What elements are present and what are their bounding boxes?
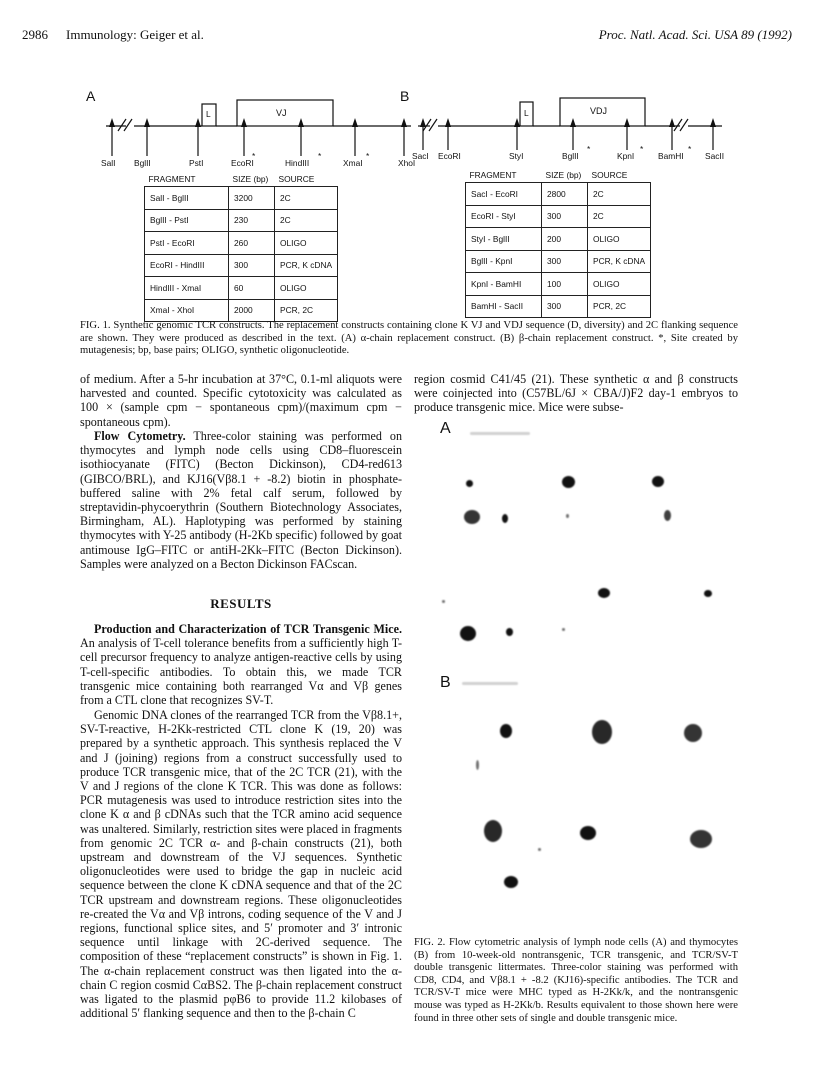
site-label: BglII	[134, 158, 151, 168]
cell: SacI - EcoRI	[466, 183, 542, 206]
mutagenesis-star: *	[366, 151, 370, 161]
cell: XmaI - XhoI	[145, 299, 229, 322]
journal-section: Immunology: Geiger et al.	[66, 27, 204, 42]
cell: 3200	[229, 187, 275, 210]
mutagenesis-star: *	[318, 151, 322, 161]
mutagenesis-star: *	[252, 151, 256, 161]
site-label: XmaI	[343, 158, 363, 168]
site-label: StyI	[509, 151, 524, 161]
cell: KpnI - BamHI	[466, 273, 542, 296]
paragraph	[80, 429, 402, 571]
cell: 300	[229, 254, 275, 277]
cell: 2C	[275, 209, 338, 232]
box-l-label: L	[206, 109, 211, 119]
cell: BamHI - SacII	[466, 295, 542, 318]
cell: 300	[542, 295, 588, 318]
box-vj-label: VJ	[276, 108, 287, 118]
paragraph: region cosmid C41/45 (21). These synthetic α and β constructs were coinjected into (C57BL/6J × CBA/J)F2 day-1 embryos to produce transgenic mice. Mice were subse-	[414, 372, 738, 415]
cell: OLIGO	[275, 277, 338, 300]
box-l-label: L	[524, 108, 529, 118]
mutagenesis-star: *	[640, 144, 644, 154]
panel-b-label: B	[400, 88, 410, 104]
site-label: KpnI	[617, 151, 635, 161]
table-row	[466, 228, 651, 251]
cell: 2C	[588, 205, 651, 228]
cell: 60	[229, 277, 275, 300]
cell: StyI - BglII	[466, 228, 542, 251]
table-row	[466, 273, 651, 296]
mutagenesis-star: *	[688, 144, 692, 154]
cell: BglII - KpnI	[466, 250, 542, 273]
paragraph-text: Three-color staining was performed on thymocytes and lymph node cells using CD8–fluorescein isothiocyanate (FITC) (Becton Dickinson), CD4-red613 (GIBCO/BRL), and KJ16(Vβ8.1 + -8.2) biotin in phosphate-buffered saline with 2% fetal calf serum, followed by streptavidin-phycoerythrin (Southern Biotechnology Associates, Birmingham, AL). Haplotyping was performed by staining thymocytes with Y-25 antibody (H-2Kb specific) followed by goat antimouse IgG–FITC or antiH-2Kk–FITC (Becton Dickinson). Samples were analyzed on a Becton Dickinson FACscan.	[80, 429, 402, 571]
table-row	[466, 205, 651, 228]
cell: PCR, K cDNA	[275, 254, 338, 277]
figure1-caption	[80, 320, 738, 358]
cell: PstI - EcoRI	[145, 232, 229, 255]
fig2-panel-b-label: B	[440, 674, 451, 691]
col-header: FRAGMENT	[466, 170, 542, 183]
paragraph-text: An analysis of T-cell tolerance benefits from a sufficiently high T-cell precursor frequency to analyze antigen-reactive cells by using T-cell-specific antibodies. To obtain this, we made TCR transgenic mice containing both rearranged Vα and Vβ genes from a CTL clone that recognizes SV-T.	[80, 636, 402, 708]
fig2-panel-a-label: A	[440, 420, 451, 437]
cell: 2000	[229, 299, 275, 322]
cell: 2C	[275, 187, 338, 210]
caption-text: Synthetic genomic TCR constructs. The replacement constructs containing clone K VJ and VDJ sequence (D, diversity) and 2C flanking sequence are shown. They were produced as described in the text. (A) α-chain replacement construct. (B) β-chain replacement construct. *, Site created by mutagenesis; bp, base pairs; OLIGO, synthetic oligonucleotide.	[80, 320, 738, 357]
site-label: PstI	[189, 158, 204, 168]
mutagenesis-star: *	[587, 144, 591, 154]
caption-text: Flow cytometric analysis of lymph node cells (A) and thymocytes (B) from 10-week-old nontransgenic, TCR transgenic, and TCR/SV-T double transgenic littermates. Three-color staining was performed with CD8, CD4, and Vβ8.1 + -8.2 (KJ16)-specific antibodies. The TCR and TCR/SV-T mice were MHC typed as H-2Kk/k, and the nontransgenic mouse was typed as H-2Kk/b. Results equivalent to those shown here were found in three other sets of single and double transgenic mice.	[414, 937, 739, 1024]
cell: 2800	[542, 183, 588, 206]
panel-a-label: A	[86, 88, 96, 104]
col-header: SIZE (bp)	[229, 174, 275, 187]
site-label: SacI	[412, 151, 429, 161]
site-label: HindIII	[285, 158, 310, 168]
caption-label: FIG. 2.	[414, 937, 446, 948]
cell: PCR, K cDNA	[588, 250, 651, 273]
site-label: EcoRI	[438, 151, 461, 161]
section-heading: RESULTS	[210, 596, 272, 611]
paragraph	[80, 622, 402, 707]
cell: 2C	[588, 183, 651, 206]
cell: EcoRI - HindIII	[145, 254, 229, 277]
cell: 300	[542, 250, 588, 273]
cell: HindIII - XmaI	[145, 277, 229, 300]
cell: 300	[542, 205, 588, 228]
paragraph: of medium. After a 5-hr incubation at 37°C, 0.1-ml aliquots were harvested and counted. Specific cytotoxicity was calculated as 100 × (sample cpm − spontaneous cpm)/(maximum cpm − spontaneous cpm).	[80, 372, 402, 429]
site-label: SacII	[705, 151, 725, 161]
caption-label: FIG. 1.	[80, 320, 111, 331]
col-header: SIZE (bp)	[542, 170, 588, 183]
col-header: SOURCE	[588, 170, 651, 183]
cell: PCR, 2C	[275, 299, 338, 322]
box-vdj-label: VDJ	[590, 106, 608, 116]
construct-b-diagram	[0, 0, 816, 300]
col-header: SOURCE	[275, 174, 338, 187]
col-header: FRAGMENT	[145, 174, 229, 187]
fragment-table-b	[465, 170, 651, 318]
run-in-heading: Production and Characterization of TCR Transgenic Mice.	[94, 622, 402, 636]
run-in-heading: Flow Cytometry.	[94, 429, 186, 443]
cell: BglII - PstI	[145, 209, 229, 232]
site-label: BglII	[562, 151, 579, 161]
cell: OLIGO	[588, 273, 651, 296]
page-number: 2986	[22, 27, 48, 42]
table-row	[466, 295, 651, 318]
table-row	[466, 183, 651, 206]
table-row	[145, 299, 338, 322]
site-label: EcoRI	[231, 158, 254, 168]
cell: PCR, 2C	[588, 295, 651, 318]
site-label: SalI	[101, 158, 116, 168]
figure2-caption	[414, 937, 738, 1025]
table-row	[466, 250, 651, 273]
cell: 230	[229, 209, 275, 232]
cell: 100	[542, 273, 588, 296]
site-label: XhoI	[398, 158, 416, 168]
cell: 260	[229, 232, 275, 255]
citation: Proc. Natl. Acad. Sci. USA 89 (1992)	[598, 27, 792, 42]
cell: OLIGO	[275, 232, 338, 255]
cell: SalI - BglII	[145, 187, 229, 210]
cell: OLIGO	[588, 228, 651, 251]
cell: EcoRI - StyI	[466, 205, 542, 228]
cell: 200	[542, 228, 588, 251]
site-label: BamHI	[658, 151, 684, 161]
paragraph: Genomic DNA clones of the rearranged TCR from the Vβ8.1+, SV-T-reactive, H-2Kk-restricted CTL clone K (19, 20) was prepared by a synthetic approach. This synthesis replaced the V and J (joining) regions from a construct successfully used to produce TCR transgenic mice, that of the 2C TCR (21), with the V and J regions of the clone K TCR. This was done as follows: PCR mutagenesis was used to introduce restriction sites into the clone K α and β cDNAs such that the TCR amino acid sequence was unaltered. Similarly, restriction sites were placed in fragments from genomic 2C TCR α- and β-chain constructs (21), both upstream and downstream of the VJ sequences. Synthetic oligonucleotides were used to bridge the gap in nucleic acid sequence between the clone K cDNA sequence and that of the 2C TCR upstream and downstream regions. These oligonucleotides re-created the Vα and Vβ introns, coding sequence of the V and J regions, functional splice sites, and 5′ promoter and 3′ intronic sequence until linkage with 2C-derived sequence. The composition of these “replacement constructs” is shown in Fig. 1. The α-chain replacement construct was then ligated into the α-chain C region cosmid CαBS2. The β-chain replacement construct was ligated to the plasmid pφB6 to provide 11.2 kilobases of additional 5′ flanking sequence and then to the β-chain C	[80, 708, 402, 1021]
